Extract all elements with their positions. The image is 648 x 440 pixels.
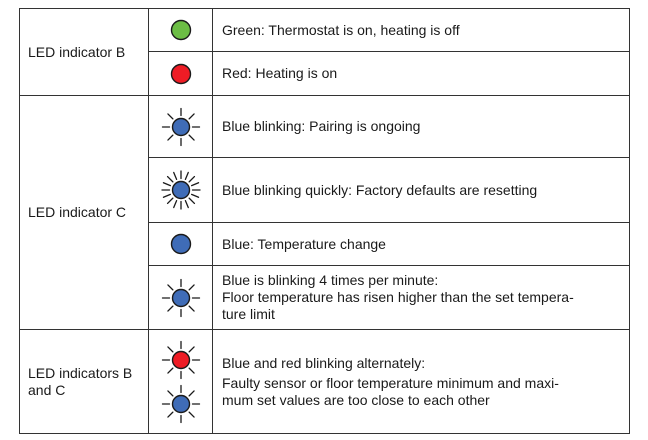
- led-circle: [172, 182, 189, 199]
- icon-cell: [149, 52, 213, 96]
- description-text: Green: Thermostat is on, heating is off: [222, 21, 460, 38]
- icon-cell: [149, 9, 213, 52]
- led-ray: [191, 194, 198, 197]
- description-text: ture limit: [222, 306, 275, 322]
- led-ray: [167, 368, 172, 373]
- description-text: Floor temperature has risen higher than the set tempera-: [222, 289, 574, 305]
- description-text: Blue: Temperature change: [222, 235, 386, 252]
- led-indicator-table: [19, 8, 630, 434]
- blue-blinking-led-icon: [159, 384, 203, 424]
- led-circle: [171, 64, 190, 83]
- red-blinking-led-icon: [159, 340, 203, 380]
- description-cell: [213, 52, 630, 96]
- icon-cell: [149, 223, 213, 266]
- led-ray: [167, 113, 172, 118]
- description-text: Blue and red blinking alternately:: [222, 354, 426, 371]
- led-ray: [167, 177, 172, 182]
- led-ray: [189, 368, 194, 373]
- table-row: [20, 330, 630, 434]
- led-ray: [167, 390, 172, 395]
- led-ray: [185, 201, 188, 208]
- table-row: [20, 9, 630, 52]
- description-cell: [213, 96, 630, 158]
- led-circle: [172, 289, 189, 306]
- icon-cell: [149, 158, 213, 223]
- icon-cell: [149, 266, 213, 330]
- led-ray: [189, 198, 194, 203]
- icon-cell: [149, 330, 213, 434]
- description-text: Blue blinking quickly: Factory defaults are resetting: [222, 181, 538, 198]
- blue-blinking-led-icon: [159, 107, 203, 147]
- led-ray: [189, 306, 194, 311]
- led-ray: [189, 113, 194, 118]
- led-circle: [172, 351, 189, 368]
- led-ray: [189, 412, 194, 417]
- led-ray: [167, 284, 172, 289]
- led-ray: [173, 201, 176, 208]
- led-circle: [171, 21, 190, 40]
- group-label-text: LED indicators B: [28, 364, 133, 381]
- description-text: Blue blinking: Pairing is ongoing: [222, 118, 421, 134]
- description-cell: [213, 266, 630, 330]
- group-label-text: LED indicator B: [28, 43, 126, 60]
- led-ray: [189, 390, 194, 395]
- led-ray: [173, 172, 176, 179]
- group-label-led-c: [20, 96, 149, 330]
- group-label-led-b-and-c: [20, 330, 149, 434]
- description-cell: [213, 158, 630, 223]
- led-ray: [191, 183, 198, 186]
- led-ray: [167, 412, 172, 417]
- description-cell: [213, 330, 630, 434]
- icon-cell: [149, 96, 213, 158]
- led-ray: [163, 183, 170, 186]
- led-ray: [185, 172, 188, 179]
- led-ray: [189, 177, 194, 182]
- blue-fast-blinking-led-icon: [159, 170, 203, 210]
- description-text: Faulty sensor or floor temperature minimum and maxi-: [222, 374, 559, 391]
- led-ray: [167, 346, 172, 351]
- group-label-text: and C: [28, 381, 66, 398]
- description-text: Red: Heating is on: [222, 65, 338, 81]
- led-ray: [189, 346, 194, 351]
- blue-blinking-led-icon: [159, 278, 203, 318]
- led-circle: [172, 395, 189, 412]
- led-ray: [163, 194, 170, 197]
- red-led-icon: [159, 54, 203, 94]
- description-cell: [213, 223, 630, 266]
- description-text: Blue is blinking 4 times per minute:: [222, 272, 439, 288]
- led-circle: [172, 118, 189, 135]
- led-circle: [171, 235, 190, 254]
- group-label-led-b: [20, 9, 149, 96]
- table-row: [20, 96, 630, 158]
- description-text: mum set values are too close to each other: [222, 391, 490, 408]
- led-ray: [167, 198, 172, 203]
- led-ray: [189, 284, 194, 289]
- led-ray: [167, 306, 172, 311]
- description-cell: [213, 9, 630, 52]
- blue-led-icon: [159, 224, 203, 264]
- led-ray: [167, 135, 172, 140]
- led-ray: [189, 135, 194, 140]
- green-led-icon: [159, 10, 203, 50]
- group-label-text: LED indicator C: [28, 204, 127, 220]
